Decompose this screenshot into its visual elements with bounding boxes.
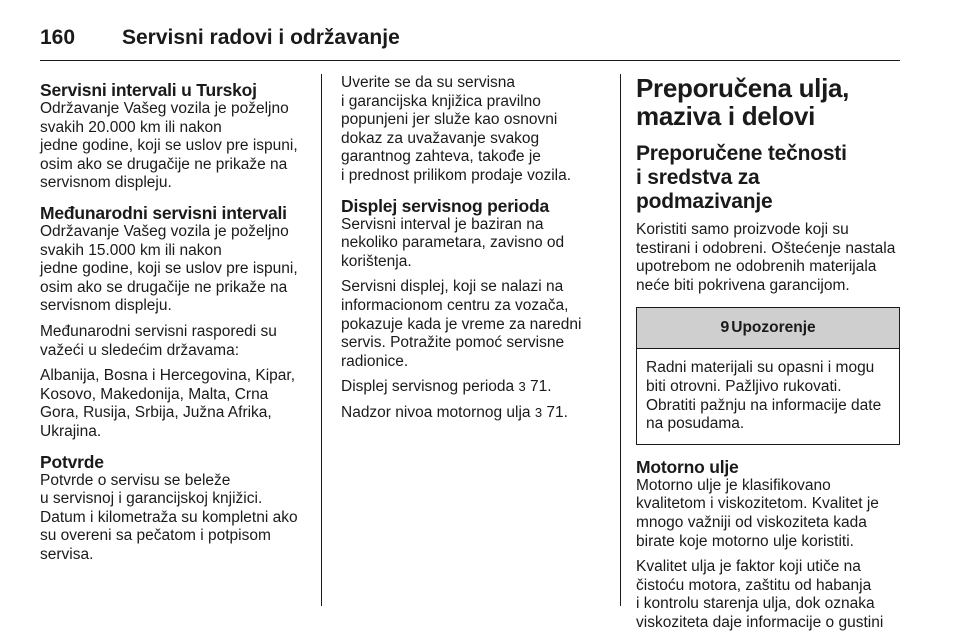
section-title-service-display: Displej servisnog perioda <box>341 195 549 216</box>
section-text-confirmations: Potvrde o servisu se beleže u servisnoj i garancijskoj knjižici. Datum i kilometraža su kompletni ako su overeni sa pečatom i potpisom servisa. <box>40 471 298 563</box>
subchapter-title: Preporučene tečnosti i sredstva za podmazivanje <box>636 142 847 213</box>
chapter-title: Preporučena ulja, maziva i delovi <box>636 73 850 131</box>
reference-page: 71. <box>530 378 552 396</box>
paragraph-oil-quality: Kvalitet ulja je faktor koji utiče na čistoću motora, zaštitu od habanja i kontrolu starenja ulja, dok oznaka viskoziteta daje informacije o gustini <box>636 558 884 631</box>
reference-text: Nadzor nivoa motornog ulja <box>341 403 531 421</box>
paragraph-service-book: Uverite se da su servisna i garancijska knjižica pravilno popunjeni jer služe kao osnovni dokaz za uvažavanje svakog garantnog zahteva, takođe je i prednost prilikom prodaje vozila. <box>341 74 572 184</box>
section-title-confirmations: Potvrde <box>40 451 104 472</box>
page-title: Servisni radovi i održavanje <box>122 26 400 49</box>
warning-title: Upozorenje <box>731 319 816 337</box>
paragraph-countries: Albanija, Bosna i Hercegovina, Kipar, Kosovo, Makedonija, Malta, Crna Gora, Rusija, Srbija, Južna Afrika, Ukrajina. <box>40 367 296 440</box>
page-reference-arrow-icon: 3 <box>534 404 543 420</box>
warning-triangle-icon: 9 <box>720 319 730 337</box>
paragraph-approved-products: Koristiti samo proizvode koji su testirani i odobreni. Oštećenje nastala upotrebom ne odobrenih materijala neće biti pokrivena garancijom. <box>636 221 896 294</box>
section-text-turkey: Održavanje Vašeg vozila je poželjno svakih 20.000 km ili nakon jedne godine, koji se uslov pre ispuni, osim ako se drugačije ne prikaže na servisnom displeju. <box>40 100 298 192</box>
paragraph-service-display: Servisni displej, koji se nalazi na informacionom centru za vozača, pokazuje kada je vreme za naredni servis. Potražite pomoć servisne radionice. <box>341 278 582 370</box>
reference-oil-level[interactable] <box>341 404 603 423</box>
paragraph-interval-basis: Servisni interval je baziran na nekoliko parametara, zavisno od korištenja. <box>341 215 565 270</box>
page-reference-arrow-icon: 3 <box>518 379 526 395</box>
column-divider-1 <box>321 74 322 606</box>
column-3 <box>636 74 906 633</box>
section-title-international: Međunarodni servisni intervali <box>40 202 287 223</box>
column-2 <box>341 74 603 423</box>
section-title-engine-oil: Motorno ulje <box>636 456 739 477</box>
warning-text: Radni materijali su opasni i mogu biti otrovni. Pažljivo rukovati. Obratiti pažnju na informacije date na posudama. <box>646 359 882 433</box>
column-divider-2 <box>620 74 621 606</box>
paragraph-schedules: Međunarodni servisni rasporedi su važeći u sledećim državama: <box>40 322 277 359</box>
warning-box <box>636 307 900 444</box>
paragraph-engine-oil: Motorno ulje je klasifikovano kvalitetom i viskozitetom. Kvalitet je mnogo važniji od viskoziteta kada birate koje motorno ulje koristiti. <box>636 476 879 550</box>
warning-body <box>637 349 899 443</box>
section-text-international: Održavanje Vašeg vozila je poželjno svakih 15.000 km ili nakon jedne godine, koji se uslov pre ispuni, osim ako se drugačije ne prikaže na servisnom displeju. <box>40 222 298 315</box>
reference-text: Displej servisnog perioda <box>341 378 515 396</box>
warning-header <box>637 308 899 349</box>
reference-page: 71. <box>546 403 568 421</box>
reference-service-display[interactable] <box>341 378 603 397</box>
page-number: 160 <box>40 26 76 49</box>
column-1 <box>40 80 312 564</box>
section-title-turkey: Servisni intervali u Turskoj <box>40 80 257 100</box>
page-header <box>40 16 900 61</box>
